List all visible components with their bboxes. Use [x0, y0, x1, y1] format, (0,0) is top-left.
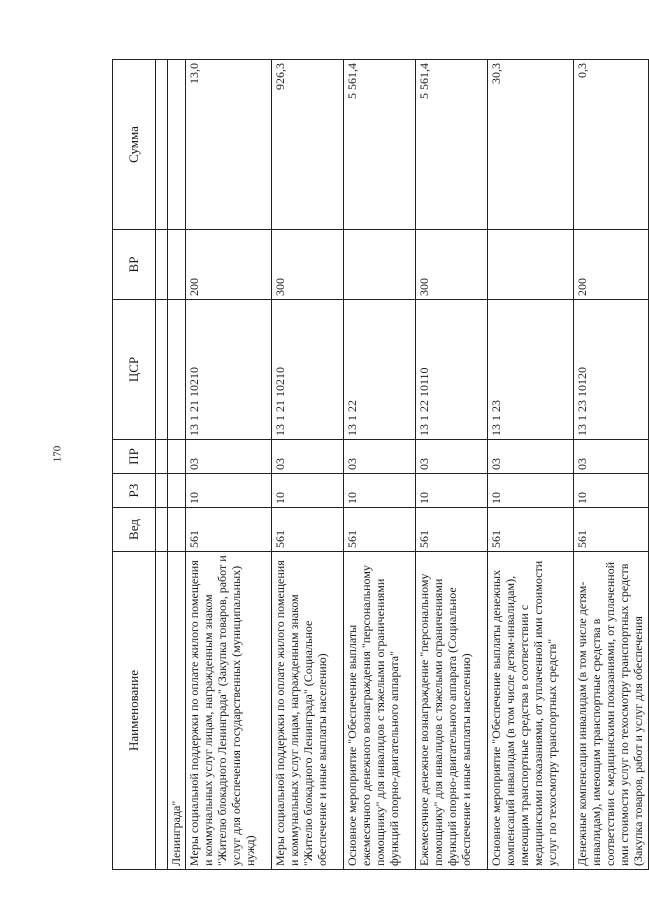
row-rz: 10	[272, 474, 344, 508]
col-header-rz: РЗ	[113, 474, 156, 508]
col-header-vr: ВР	[113, 230, 156, 300]
row-sum: 30,3	[488, 60, 574, 230]
row-ved: 561	[186, 508, 272, 552]
row-vr: 200	[574, 230, 649, 300]
table-row	[344, 60, 416, 870]
budget-table	[112, 59, 649, 870]
col-header-sum: Сумма	[113, 60, 156, 230]
row-sum: 926,3	[272, 60, 344, 230]
row-vr: 200	[186, 230, 272, 300]
row-vr	[344, 230, 416, 300]
row-name: Основное мероприятие "Обеспечение выплаты ежемесячного денежного вознаграждения "персональному помощнику" для инвалидов с тяжелыми ограничениями функций опорно-двигательного аппарата"	[344, 552, 416, 870]
row-csr: 13 1 22	[344, 300, 416, 440]
header-spacer-row	[156, 60, 168, 870]
col-header-csr: ЦСР	[113, 300, 156, 440]
row-pr: 03	[344, 440, 416, 474]
row-ved: 561	[416, 508, 488, 552]
row-csr: 13 1 23 10120	[574, 300, 649, 440]
budget-table-rotated	[112, 60, 645, 870]
col-header-pr: ПР	[113, 440, 156, 474]
row-pr: 03	[416, 440, 488, 474]
row-rz: 10	[344, 474, 416, 508]
row-rz: 10	[488, 474, 574, 508]
row-name: Меры социальной поддержки по оплате жилого помещения и коммунальных услуг лицам, награжденным знаком "Жителю блокадного Ленинграда" (Закупка товаров, работ и услуг для обеспечения государственных (муниципальных) нужд)	[186, 552, 272, 870]
row-rz: 10	[416, 474, 488, 508]
table-row	[574, 60, 649, 870]
row-ved: 561	[488, 508, 574, 552]
page-number	[47, 442, 67, 466]
continuation-text: Ленинграда"	[168, 552, 186, 870]
row-csr: 13 1 21 10210	[186, 300, 272, 440]
row-csr: 13 1 23	[488, 300, 574, 440]
row-pr: 03	[186, 440, 272, 474]
row-ved: 561	[574, 508, 649, 552]
table-row	[186, 60, 272, 870]
row-name: Денежные компенсации инвалидам (в том числе детям-инвалидам), имеющим транспортные средства в соответствии с медицинскими показаниями, от уплаченной ими стоимости услуг по техосмотру транспортных средств (Закупка товаров, работ и услуг для обеспечения	[574, 552, 649, 870]
row-pr: 03	[574, 440, 649, 474]
row-vr: 300	[272, 230, 344, 300]
row-sum: 13,0	[186, 60, 272, 230]
row-sum: 0,3	[574, 60, 649, 230]
row-rz: 10	[186, 474, 272, 508]
row-sum: 5 561,4	[344, 60, 416, 230]
row-pr: 03	[488, 440, 574, 474]
row-vr	[488, 230, 574, 300]
row-csr: 13 1 21 10210	[272, 300, 344, 440]
row-pr: 03	[272, 440, 344, 474]
row-sum: 5 561,4	[416, 60, 488, 230]
row-vr: 300	[416, 230, 488, 300]
row-ved: 561	[272, 508, 344, 552]
continuation-row	[168, 60, 186, 870]
header-row	[113, 60, 156, 870]
row-csr: 13 1 22 10110	[416, 300, 488, 440]
row-rz: 10	[574, 474, 649, 508]
col-header-name: Наименование	[113, 552, 156, 870]
row-ved: 561	[344, 508, 416, 552]
col-header-ved: Вед	[113, 508, 156, 552]
table-row	[488, 60, 574, 870]
row-name: Меры социальной поддержки по оплате жилого помещения и коммунальных услуг лицам, награжденным знаком "Жителю блокадного Ленинграда" (Социальное обеспечение и иные выплаты населению)	[272, 552, 344, 870]
page-number-text: 170	[51, 445, 63, 463]
table-row	[416, 60, 488, 870]
row-name: Ежемесячное денежное вознаграждение "персональному помощнику" для инвалидов с тяжелыми ограничениями функций опорно-двигательного аппарата (Социальное обеспечение и иные выплаты населению)	[416, 552, 488, 870]
row-name: Основное мероприятие "Обеспечение выплаты денежных компенсаций инвалидам (в том числе детям-инвалидам), имеющим транспортные средства в соответствии с медицинскими показаниями, от уплаченной ими стоимости услуг по техосмотру транспортных средств"	[488, 552, 574, 870]
table-row	[272, 60, 344, 870]
